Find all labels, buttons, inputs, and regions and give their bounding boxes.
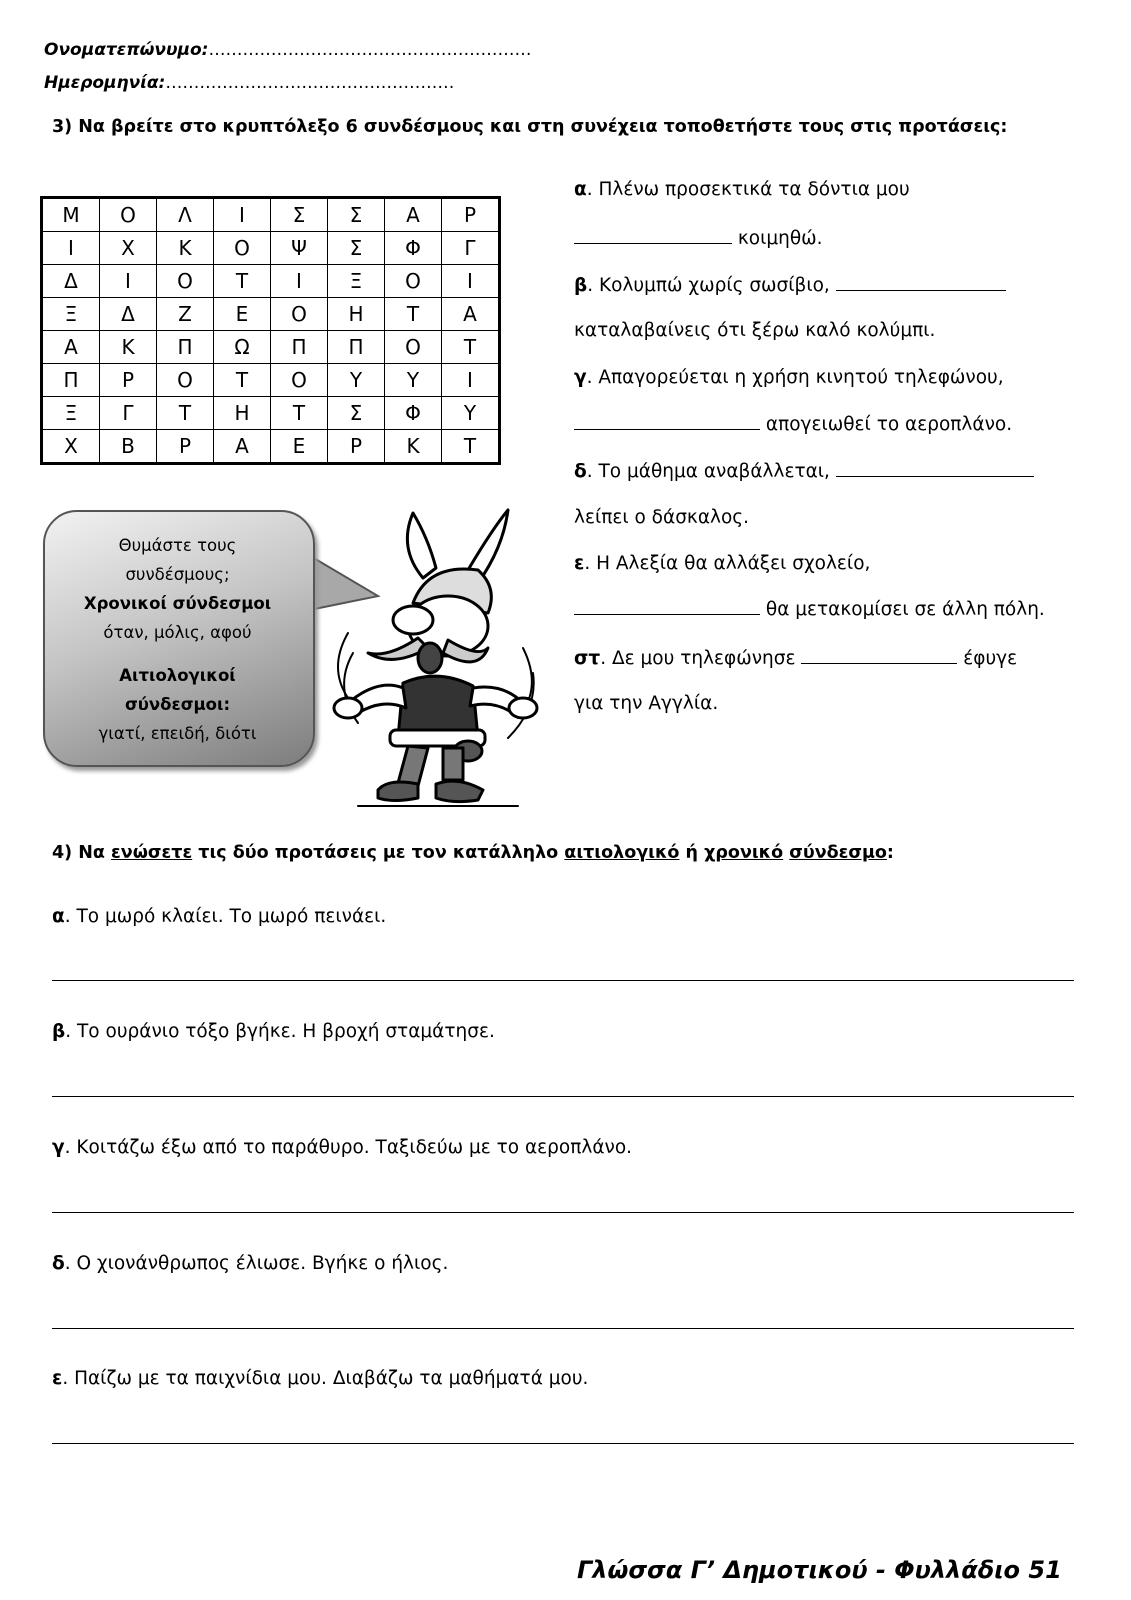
grid-cell[interactable]: Β [100,430,157,464]
causal-title2: σύνδεσμοι: [124,695,231,714]
grid-row [42,331,500,364]
grid-cell[interactable]: Τ [442,331,500,364]
task4-item-d: δ. Ο χιονάνθρωπος έλιωσε. Βγήκε ο ήλιος. [52,1253,449,1274]
grid-cell[interactable]: Λ [157,198,214,232]
grid-cell[interactable]: Ε [214,298,271,331]
grid-cell[interactable]: Ζ [157,298,214,331]
grid-cell[interactable]: Ο [214,232,271,265]
causal-list: γιατί, επειδή, διότι [98,724,257,743]
sentence-a-line2: κοιμηθώ. [574,227,823,249]
grid-cell[interactable]: Α [214,430,271,464]
grid-cell[interactable]: Ρ [442,198,500,232]
grid-cell[interactable]: Ι [42,232,100,265]
grid-cell[interactable]: Γ [100,397,157,430]
sentence-e-line1: ε. Η Αλεξία θα αλλάξει σχολείο, [574,553,871,574]
grid-cell[interactable]: Π [157,331,214,364]
grid-cell[interactable]: Ω [214,331,271,364]
sentence-e-line2: θα μετακομίσει σε άλλη πόλη. [574,598,1045,620]
grid-cell[interactable]: Δ [100,298,157,331]
answer-line[interactable] [52,1212,1074,1213]
name-dots: ………………………………………………… [208,40,532,60]
sentence-c-line2: απογειωθεί το αεροπλάνο. [574,413,1012,435]
sentence-b-line1: β. Κολυμπώ χωρίς σωσίβιο, [574,274,1006,296]
grid-cell[interactable]: Τ [157,397,214,430]
grid-cell[interactable]: Ο [271,364,328,397]
grid-row [42,265,500,298]
temporal-list: όταν, μόλις, αφού [103,623,252,642]
grid-cell[interactable]: Κ [100,331,157,364]
temporal-title: Χρονικοί σύνδεσμοι [83,594,272,613]
answer-blank[interactable] [801,647,957,664]
grid-row [42,364,500,397]
answer-line[interactable] [52,980,1074,981]
grid-cell[interactable]: Χ [100,232,157,265]
grid-cell[interactable]: Ο [100,198,157,232]
answer-blank[interactable] [836,460,1034,477]
task4-item-c: γ. Κοιτάζω έξω από το παράθυρο. Ταξιδεύω με το αεροπλάνο. [52,1137,633,1158]
answer-blank[interactable] [836,274,1006,291]
grid-cell[interactable]: Σ [328,397,385,430]
grid-cell[interactable]: Σ [328,232,385,265]
grid-cell[interactable]: Ρ [100,364,157,397]
grid-cell[interactable]: Δ [42,265,100,298]
grid-cell[interactable]: Φ [385,232,442,265]
task4-item-a: α. Το μωρό κλαίει. Το μωρό πεινάει. [52,906,387,927]
grid-row [42,232,500,265]
answer-line[interactable] [52,1096,1074,1097]
grid-row [42,298,500,331]
grid-cell[interactable]: Τ [385,298,442,331]
grid-cell[interactable]: Ι [442,265,500,298]
date-dots: …………………………………………… [165,73,455,93]
sentence-b-line2: καταλαβαίνεις ότι ξέρω καλό κολύμπι. [574,320,936,341]
grid-cell[interactable]: Ο [385,331,442,364]
sentence-f-line2: για την Αγγλία. [574,693,719,714]
grid-cell[interactable]: Φ [385,397,442,430]
answer-line[interactable] [52,1443,1074,1444]
sentence-d-line2: λείπει ο δάσκαλος. [574,507,750,528]
grid-cell[interactable]: Α [42,331,100,364]
answer-line[interactable] [52,1328,1074,1329]
grid-cell[interactable]: Χ [42,430,100,464]
grid-cell[interactable]: Ρ [328,430,385,464]
grid-cell[interactable]: Τ [271,397,328,430]
grid-cell[interactable]: Ξ [42,298,100,331]
grid-cell[interactable]: Σ [271,198,328,232]
grid-cell[interactable]: Ο [271,298,328,331]
grid-row [42,430,500,464]
grid-cell[interactable]: Ρ [157,430,214,464]
grid-cell[interactable]: Ψ [271,232,328,265]
grid-cell[interactable]: Ι [214,198,271,232]
grid-cell[interactable]: Ι [442,364,500,397]
sentence-c-line1: γ. Απαγορεύεται η χρήση κινητού τηλεφώνου, [574,367,1004,388]
grid-cell[interactable]: Ξ [42,397,100,430]
grid-row [42,397,500,430]
grid-cell[interactable]: Π [328,331,385,364]
answer-blank[interactable] [574,227,732,244]
grid-cell[interactable]: Γ [442,232,500,265]
grid-cell[interactable]: Ο [385,265,442,298]
grid-cell[interactable]: Υ [442,397,500,430]
grid-cell[interactable]: Α [385,198,442,232]
grid-cell[interactable]: Η [328,298,385,331]
bubble-line2: συνδέσμους; [125,565,230,584]
date-label: Ημερομηνία: [44,73,166,93]
causal-title1: Αιτιολογικοί [119,666,236,685]
sentence-a-line1: α. Πλένω προσεκτικά τα δόντια μου [574,179,910,200]
grid-cell[interactable]: Η [214,397,271,430]
grid-cell[interactable]: Π [42,364,100,397]
name-label: Ονοματεπώνυμο: [44,40,209,60]
grid-cell[interactable]: Ο [157,364,214,397]
sentence-d-line1: δ. Το μάθημα αναβάλλεται, [574,460,1034,482]
grid-cell[interactable]: Ι [100,265,157,298]
task4-item-b: β. Το ουράνιο τόξο βγήκε. Η βροχή σταμάτησε. [52,1021,495,1042]
grid-cell[interactable]: Τ [214,364,271,397]
grid-cell[interactable]: Μ [42,198,100,232]
name-field [44,40,531,60]
sentence-f-line1: στ. Δε μου τηλεφώνησε έφυγε [574,648,1018,669]
grid-cell[interactable]: Υ [328,364,385,397]
task4-instruction: 4) Να ενώσετε τις δύο προτάσεις με τον κατάλληλο αιτιολογικό ή χρονικό σύνδεσμο: [52,843,894,863]
word-search-grid [40,196,501,465]
answer-blank[interactable] [574,413,760,430]
grid-cell[interactable]: Σ [328,198,385,232]
grid-cell[interactable]: Ο [157,265,214,298]
grid-row [42,198,500,232]
date-field [44,73,454,93]
task3-instruction: 3) Να βρείτε στο κρυπτόλεξο 6 συνδέσμους και στη συνέχεια τοποθετήστε τους στις προτάσεις: [52,117,1008,137]
answer-blank[interactable] [574,598,760,615]
grid-cell[interactable]: Α [442,298,500,331]
task4-item-e: ε. Παίζω με τα παιχνίδια μου. Διαβάζω τα μαθήματά μου. [52,1368,589,1389]
grid-cell[interactable]: Κ [385,430,442,464]
cartoon-character-illustration [318,508,558,818]
grid-cell[interactable]: Τ [442,430,500,464]
grid-cell[interactable]: Π [271,331,328,364]
grid-cell[interactable]: Ξ [328,265,385,298]
grid-cell[interactable]: Τ [214,265,271,298]
grid-cell[interactable]: Ι [271,265,328,298]
grid-cell[interactable]: Ε [271,430,328,464]
bubble-line1: Θυμάστε τους [118,536,237,555]
grid-cell[interactable]: Κ [157,232,214,265]
grid-cell[interactable]: Υ [385,364,442,397]
footer-title: Γλώσσα Γ’ Δημοτικού - Φυλλάδιο 51 [577,1556,1062,1584]
